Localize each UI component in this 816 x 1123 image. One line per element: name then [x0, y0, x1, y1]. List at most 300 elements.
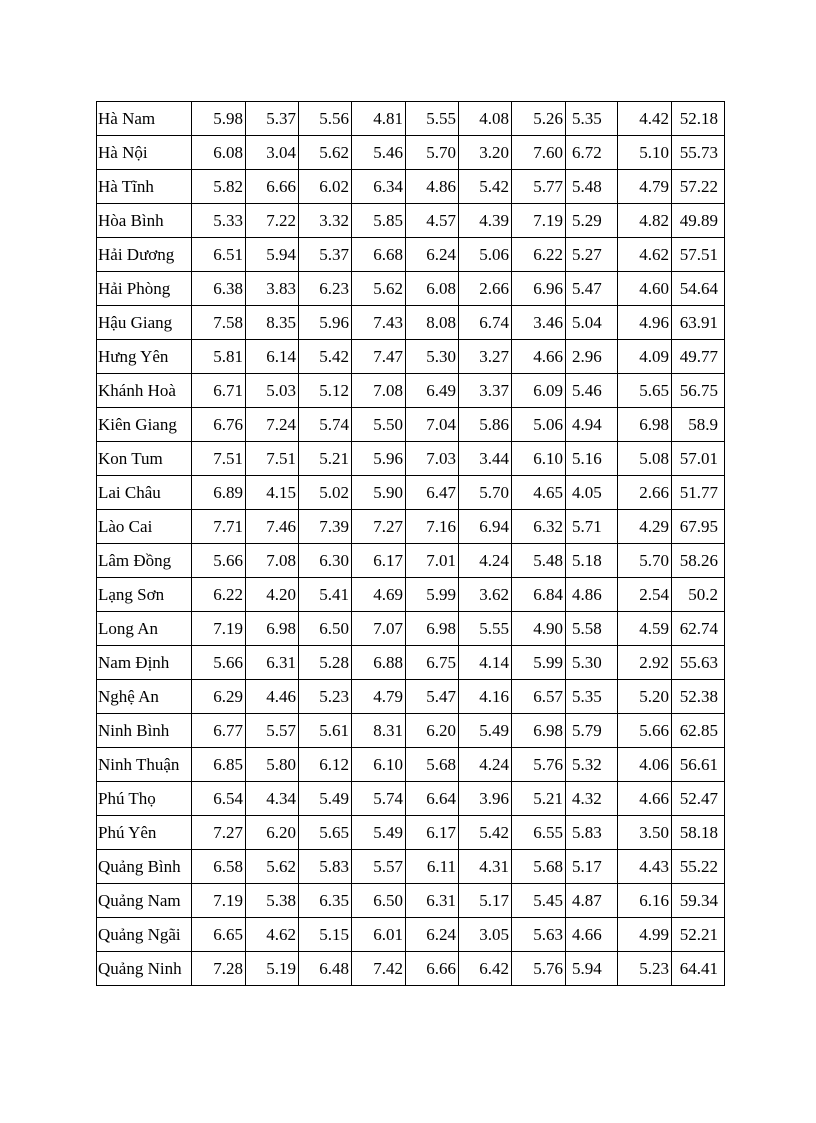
score-cell: 4.39 [459, 204, 512, 238]
province-name-cell: Hà Nam [97, 102, 192, 136]
score-cell: 6.58 [192, 850, 246, 884]
table-row [97, 408, 725, 442]
score-cell: 3.27 [459, 340, 512, 374]
score-cell: 6.98 [406, 612, 459, 646]
score-cell: 5.76 [512, 748, 566, 782]
score-cell: 5.47 [566, 272, 618, 306]
total-score-cell: 62.74 [672, 612, 725, 646]
score-cell: 5.49 [299, 782, 352, 816]
score-cell: 4.90 [512, 612, 566, 646]
score-cell: 5.46 [566, 374, 618, 408]
score-cell: 5.16 [566, 442, 618, 476]
score-cell: 5.42 [459, 816, 512, 850]
total-score-cell: 57.22 [672, 170, 725, 204]
score-cell: 4.94 [566, 408, 618, 442]
total-score-cell: 56.61 [672, 748, 725, 782]
score-cell: 5.10 [618, 136, 672, 170]
score-cell: 6.34 [352, 170, 406, 204]
score-cell: 5.37 [299, 238, 352, 272]
total-score-cell: 58.26 [672, 544, 725, 578]
score-cell: 5.80 [246, 748, 299, 782]
score-cell: 6.22 [512, 238, 566, 272]
score-cell: 5.94 [566, 952, 618, 986]
total-score-cell: 54.64 [672, 272, 725, 306]
score-cell: 7.24 [246, 408, 299, 442]
score-cell: 6.24 [406, 238, 459, 272]
score-cell: 6.20 [246, 816, 299, 850]
total-score-cell: 59.34 [672, 884, 725, 918]
score-cell: 5.66 [618, 714, 672, 748]
score-cell: 7.07 [352, 612, 406, 646]
table-row [97, 442, 725, 476]
score-cell: 3.46 [512, 306, 566, 340]
score-cell: 6.76 [192, 408, 246, 442]
score-cell: 4.24 [459, 544, 512, 578]
score-cell: 5.57 [246, 714, 299, 748]
score-cell: 6.35 [299, 884, 352, 918]
score-cell: 3.44 [459, 442, 512, 476]
table-row [97, 782, 725, 816]
score-cell: 5.48 [512, 544, 566, 578]
score-cell: 4.62 [618, 238, 672, 272]
score-cell: 6.08 [406, 272, 459, 306]
score-cell: 4.08 [459, 102, 512, 136]
score-cell: 5.83 [299, 850, 352, 884]
total-score-cell: 62.85 [672, 714, 725, 748]
score-cell: 4.57 [406, 204, 459, 238]
score-cell: 5.02 [299, 476, 352, 510]
score-cell: 7.16 [406, 510, 459, 544]
score-cell: 4.42 [618, 102, 672, 136]
score-cell: 6.48 [299, 952, 352, 986]
total-score-cell: 52.18 [672, 102, 725, 136]
score-cell: 4.66 [512, 340, 566, 374]
score-cell: 3.83 [246, 272, 299, 306]
score-cell: 2.96 [566, 340, 618, 374]
score-cell: 7.08 [246, 544, 299, 578]
score-cell: 6.23 [299, 272, 352, 306]
score-cell: 7.27 [192, 816, 246, 850]
score-cell: 5.21 [299, 442, 352, 476]
score-cell: 4.32 [566, 782, 618, 816]
score-cell: 6.50 [352, 884, 406, 918]
score-cell: 5.96 [299, 306, 352, 340]
score-cell: 5.41 [299, 578, 352, 612]
score-cell: 6.42 [459, 952, 512, 986]
score-cell: 5.23 [618, 952, 672, 986]
score-cell: 6.12 [299, 748, 352, 782]
total-score-cell: 55.73 [672, 136, 725, 170]
score-cell: 2.92 [618, 646, 672, 680]
table-row [97, 238, 725, 272]
score-cell: 6.30 [299, 544, 352, 578]
score-cell: 5.06 [512, 408, 566, 442]
table-row [97, 204, 725, 238]
score-cell: 5.17 [566, 850, 618, 884]
score-cell: 7.19 [512, 204, 566, 238]
score-cell: 5.12 [299, 374, 352, 408]
score-cell: 3.32 [299, 204, 352, 238]
score-cell: 3.20 [459, 136, 512, 170]
score-cell: 6.22 [192, 578, 246, 612]
province-name-cell: Hậu Giang [97, 306, 192, 340]
province-name-cell: Nam Định [97, 646, 192, 680]
score-cell: 5.35 [566, 102, 618, 136]
score-cell: 5.38 [246, 884, 299, 918]
province-name-cell: Hưng Yên [97, 340, 192, 374]
province-name-cell: Hà Nội [97, 136, 192, 170]
score-cell: 6.02 [299, 170, 352, 204]
score-cell: 4.14 [459, 646, 512, 680]
province-name-cell: Hòa Bình [97, 204, 192, 238]
score-cell: 5.49 [352, 816, 406, 850]
score-cell: 6.24 [406, 918, 459, 952]
score-cell: 4.99 [618, 918, 672, 952]
score-cell: 6.32 [512, 510, 566, 544]
score-cell: 7.28 [192, 952, 246, 986]
province-name-cell: Quảng Nam [97, 884, 192, 918]
province-name-cell: Kon Tum [97, 442, 192, 476]
score-cell: 5.49 [459, 714, 512, 748]
score-cell: 4.29 [618, 510, 672, 544]
score-cell: 5.90 [352, 476, 406, 510]
score-cell: 3.62 [459, 578, 512, 612]
score-cell: 6.72 [566, 136, 618, 170]
score-cell: 7.51 [246, 442, 299, 476]
score-cell: 3.50 [618, 816, 672, 850]
province-name-cell: Phú Yên [97, 816, 192, 850]
total-score-cell: 55.63 [672, 646, 725, 680]
score-cell: 8.08 [406, 306, 459, 340]
score-cell: 4.62 [246, 918, 299, 952]
score-cell: 4.79 [352, 680, 406, 714]
table-row [97, 612, 725, 646]
total-score-cell: 49.77 [672, 340, 725, 374]
score-cell: 5.76 [512, 952, 566, 986]
score-cell: 6.71 [192, 374, 246, 408]
score-cell: 5.47 [406, 680, 459, 714]
table-row [97, 102, 725, 136]
score-cell: 4.31 [459, 850, 512, 884]
table-row [97, 748, 725, 782]
province-name-cell: Lạng Sơn [97, 578, 192, 612]
score-cell: 5.74 [299, 408, 352, 442]
province-name-cell: Khánh Hoà [97, 374, 192, 408]
score-cell: 6.98 [246, 612, 299, 646]
score-cell: 4.65 [512, 476, 566, 510]
score-cell: 6.98 [618, 408, 672, 442]
score-cell: 5.18 [566, 544, 618, 578]
score-cell: 5.82 [192, 170, 246, 204]
score-cell: 5.85 [352, 204, 406, 238]
score-cell: 7.19 [192, 612, 246, 646]
score-cell: 6.01 [352, 918, 406, 952]
total-score-cell: 51.77 [672, 476, 725, 510]
score-cell: 3.05 [459, 918, 512, 952]
score-cell: 6.14 [246, 340, 299, 374]
score-cell: 5.70 [406, 136, 459, 170]
score-cell: 7.39 [299, 510, 352, 544]
score-cell: 6.68 [352, 238, 406, 272]
score-cell: 6.66 [406, 952, 459, 986]
score-cell: 4.34 [246, 782, 299, 816]
score-cell: 5.99 [512, 646, 566, 680]
table-row [97, 476, 725, 510]
score-cell: 6.31 [246, 646, 299, 680]
score-cell: 6.16 [618, 884, 672, 918]
score-cell: 6.08 [192, 136, 246, 170]
score-cell: 8.35 [246, 306, 299, 340]
score-cell: 5.65 [299, 816, 352, 850]
score-cell: 5.96 [352, 442, 406, 476]
score-cell: 5.28 [299, 646, 352, 680]
table-body [97, 102, 725, 986]
score-cell: 5.42 [459, 170, 512, 204]
score-cell: 6.17 [352, 544, 406, 578]
score-cell: 6.10 [512, 442, 566, 476]
score-cell: 3.04 [246, 136, 299, 170]
province-name-cell: Nghệ An [97, 680, 192, 714]
total-score-cell: 58.9 [672, 408, 725, 442]
score-cell: 6.65 [192, 918, 246, 952]
score-cell: 5.19 [246, 952, 299, 986]
score-cell: 5.30 [566, 646, 618, 680]
total-score-cell: 56.75 [672, 374, 725, 408]
score-cell: 4.82 [618, 204, 672, 238]
score-cell: 4.60 [618, 272, 672, 306]
score-cell: 5.30 [406, 340, 459, 374]
total-score-cell: 58.18 [672, 816, 725, 850]
score-cell: 5.45 [512, 884, 566, 918]
score-cell: 5.17 [459, 884, 512, 918]
province-name-cell: Quảng Ngãi [97, 918, 192, 952]
score-cell: 6.85 [192, 748, 246, 782]
table-row [97, 510, 725, 544]
score-cell: 5.86 [459, 408, 512, 442]
table-row [97, 272, 725, 306]
province-name-cell: Quảng Ninh [97, 952, 192, 986]
score-cell: 6.17 [406, 816, 459, 850]
score-cell: 4.66 [566, 918, 618, 952]
province-name-cell: Lai Châu [97, 476, 192, 510]
score-cell: 4.05 [566, 476, 618, 510]
score-cell: 4.96 [618, 306, 672, 340]
total-score-cell: 50.2 [672, 578, 725, 612]
score-cell: 7.71 [192, 510, 246, 544]
score-cell: 7.22 [246, 204, 299, 238]
score-cell: 4.06 [618, 748, 672, 782]
score-cell: 4.43 [618, 850, 672, 884]
province-name-cell: Kiên Giang [97, 408, 192, 442]
table-row [97, 918, 725, 952]
score-cell: 4.69 [352, 578, 406, 612]
score-cell: 7.42 [352, 952, 406, 986]
score-cell: 5.94 [246, 238, 299, 272]
score-cell: 6.10 [352, 748, 406, 782]
table-row [97, 850, 725, 884]
score-cell: 7.58 [192, 306, 246, 340]
score-cell: 5.61 [299, 714, 352, 748]
score-cell: 6.38 [192, 272, 246, 306]
score-cell: 5.33 [192, 204, 246, 238]
total-score-cell: 52.21 [672, 918, 725, 952]
score-cell: 5.23 [299, 680, 352, 714]
score-cell: 4.79 [618, 170, 672, 204]
score-cell: 6.84 [512, 578, 566, 612]
score-cell: 7.43 [352, 306, 406, 340]
score-cell: 4.86 [566, 578, 618, 612]
score-cell: 4.81 [352, 102, 406, 136]
score-cell: 7.19 [192, 884, 246, 918]
score-cell: 5.06 [459, 238, 512, 272]
score-cell: 4.59 [618, 612, 672, 646]
score-cell: 6.29 [192, 680, 246, 714]
score-cell: 6.20 [406, 714, 459, 748]
score-cell: 5.03 [246, 374, 299, 408]
province-name-cell: Quảng Bình [97, 850, 192, 884]
table-row [97, 544, 725, 578]
score-cell: 6.51 [192, 238, 246, 272]
score-cell: 5.04 [566, 306, 618, 340]
table-row [97, 306, 725, 340]
score-cell: 6.57 [512, 680, 566, 714]
score-cell: 2.66 [459, 272, 512, 306]
score-cell: 5.70 [618, 544, 672, 578]
score-cell: 4.20 [246, 578, 299, 612]
score-cell: 8.31 [352, 714, 406, 748]
table-row [97, 578, 725, 612]
score-cell: 4.09 [618, 340, 672, 374]
score-cell: 3.96 [459, 782, 512, 816]
score-cell: 5.21 [512, 782, 566, 816]
score-cell: 5.27 [566, 238, 618, 272]
table-row [97, 884, 725, 918]
total-score-cell: 49.89 [672, 204, 725, 238]
score-cell: 5.62 [299, 136, 352, 170]
score-cell: 5.62 [246, 850, 299, 884]
score-cell: 5.66 [192, 544, 246, 578]
table-row [97, 714, 725, 748]
province-name-cell: Lâm Đồng [97, 544, 192, 578]
province-name-cell: Phú Thọ [97, 782, 192, 816]
score-cell: 4.87 [566, 884, 618, 918]
score-cell: 6.77 [192, 714, 246, 748]
score-cell: 5.70 [459, 476, 512, 510]
score-cell: 2.66 [618, 476, 672, 510]
score-cell: 5.66 [192, 646, 246, 680]
table-row [97, 374, 725, 408]
score-cell: 7.01 [406, 544, 459, 578]
province-name-cell: Ninh Bình [97, 714, 192, 748]
score-cell: 5.79 [566, 714, 618, 748]
score-cell: 6.75 [406, 646, 459, 680]
score-cell: 7.04 [406, 408, 459, 442]
table-row [97, 952, 725, 986]
total-score-cell: 52.47 [672, 782, 725, 816]
score-cell: 6.09 [512, 374, 566, 408]
score-cell: 5.42 [299, 340, 352, 374]
score-cell: 5.29 [566, 204, 618, 238]
score-cell: 4.86 [406, 170, 459, 204]
score-cell: 6.98 [512, 714, 566, 748]
score-cell: 4.15 [246, 476, 299, 510]
total-score-cell: 57.01 [672, 442, 725, 476]
score-cell: 6.49 [406, 374, 459, 408]
score-cell: 5.56 [299, 102, 352, 136]
score-cell: 6.11 [406, 850, 459, 884]
score-cell: 5.08 [618, 442, 672, 476]
score-cell: 7.47 [352, 340, 406, 374]
score-cell: 5.77 [512, 170, 566, 204]
province-name-cell: Lào Cai [97, 510, 192, 544]
score-cell: 7.08 [352, 374, 406, 408]
score-cell: 5.46 [352, 136, 406, 170]
table-row [97, 340, 725, 374]
score-cell: 5.58 [566, 612, 618, 646]
total-score-cell: 67.95 [672, 510, 725, 544]
score-cell: 6.54 [192, 782, 246, 816]
province-name-cell: Long An [97, 612, 192, 646]
score-cell: 7.60 [512, 136, 566, 170]
province-name-cell: Hải Phòng [97, 272, 192, 306]
score-cell: 6.31 [406, 884, 459, 918]
total-score-cell: 52.38 [672, 680, 725, 714]
province-name-cell: Ninh Thuận [97, 748, 192, 782]
table-row [97, 170, 725, 204]
province-name-cell: Hải Dương [97, 238, 192, 272]
table-row [97, 680, 725, 714]
score-cell: 5.74 [352, 782, 406, 816]
score-cell: 5.65 [618, 374, 672, 408]
score-cell: 7.46 [246, 510, 299, 544]
score-cell: 5.15 [299, 918, 352, 952]
score-cell: 6.89 [192, 476, 246, 510]
score-cell: 5.71 [566, 510, 618, 544]
table-row [97, 816, 725, 850]
score-cell: 6.88 [352, 646, 406, 680]
score-cell: 5.68 [406, 748, 459, 782]
score-cell: 5.63 [512, 918, 566, 952]
score-cell: 5.32 [566, 748, 618, 782]
score-cell: 5.57 [352, 850, 406, 884]
score-cell: 5.62 [352, 272, 406, 306]
score-cell: 5.20 [618, 680, 672, 714]
score-cell: 2.54 [618, 578, 672, 612]
score-cell: 5.55 [406, 102, 459, 136]
score-cell: 4.24 [459, 748, 512, 782]
score-cell: 6.64 [406, 782, 459, 816]
score-cell: 5.81 [192, 340, 246, 374]
score-cell: 7.27 [352, 510, 406, 544]
score-cell: 5.68 [512, 850, 566, 884]
score-cell: 5.48 [566, 170, 618, 204]
province-score-table [96, 101, 725, 986]
score-cell: 5.50 [352, 408, 406, 442]
score-cell: 6.50 [299, 612, 352, 646]
score-cell: 5.37 [246, 102, 299, 136]
score-cell: 5.83 [566, 816, 618, 850]
table-row [97, 136, 725, 170]
score-cell: 6.47 [406, 476, 459, 510]
score-cell: 6.55 [512, 816, 566, 850]
score-cell: 7.51 [192, 442, 246, 476]
score-cell: 6.94 [459, 510, 512, 544]
score-cell: 6.74 [459, 306, 512, 340]
score-cell: 4.66 [618, 782, 672, 816]
score-cell: 5.35 [566, 680, 618, 714]
total-score-cell: 55.22 [672, 850, 725, 884]
score-cell: 6.66 [246, 170, 299, 204]
